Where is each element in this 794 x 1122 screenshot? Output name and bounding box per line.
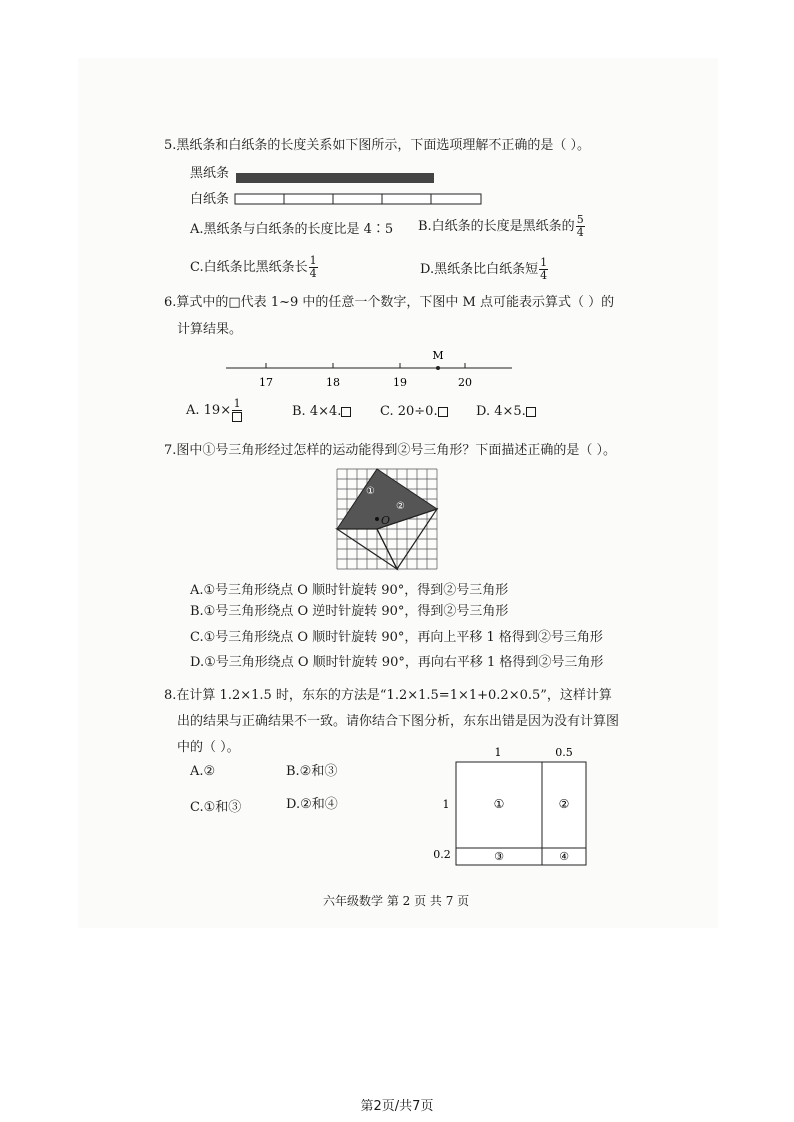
- q7-option-a: A.①号三角形绕点 O 顺时针旋转 90°，得到②号三角形: [190, 583, 509, 598]
- q5-option-a: A.黑纸条与白纸条的长度比是 4∶5: [190, 222, 394, 237]
- region-1-label: ①: [493, 797, 505, 811]
- q6-stem-line2: 计算结果。: [177, 322, 243, 337]
- tick-label: 20: [458, 376, 472, 389]
- q5-black-label: 黑纸条: [190, 166, 230, 181]
- tick-label: 19: [393, 376, 407, 389]
- q5-option-c: C.白纸条比黑纸条长 $\frac{1}{4}$: [190, 254, 317, 280]
- q5-stem: 5.黑纸条和白纸条的长度关系如下图所示，下面选项理解不正确的是（ ）。: [164, 138, 591, 153]
- q8-option-b: B.②和③: [286, 764, 338, 779]
- number-line: [220, 348, 520, 392]
- q8-line3: 中的（ ）。: [177, 740, 240, 755]
- q8-option-c: C.①和③: [190, 800, 242, 815]
- center-o-label: O: [381, 514, 391, 527]
- blank-box: [232, 412, 242, 422]
- blank-box: [341, 407, 351, 417]
- tick-label: 18: [326, 376, 340, 389]
- black-strip: [236, 173, 434, 183]
- q7-option-b: B.①号三角形绕点 O 逆时针旋转 90°，得到②号三角形: [190, 604, 509, 619]
- rotation-grid-figure: [334, 466, 450, 572]
- blank-box: [526, 407, 536, 417]
- tick-label: 17: [259, 376, 273, 389]
- q8-option-d: D.②和④: [286, 797, 338, 812]
- top-label-1: 1: [494, 746, 502, 759]
- q6-option-b: B. 4×4.: [292, 404, 351, 420]
- page-indicator: 第2页/共7页: [360, 1099, 434, 1114]
- triangle-2-label: ②: [396, 501, 405, 512]
- q6-option-c: C. 20÷0.: [380, 404, 448, 420]
- q6-stem-line1: 6.算式中的□代表 1~9 中的任意一个数字，下图中 M 点可能表示算式（ ）的: [164, 295, 615, 310]
- region-3-label: ③: [494, 850, 504, 863]
- point-m: [436, 366, 440, 370]
- center-point-o: [375, 517, 379, 521]
- white-strip: [234, 193, 484, 207]
- q6-option-d: D. 4×5.: [476, 404, 536, 420]
- point-m-label: M: [432, 349, 444, 362]
- region-4-label: ④: [559, 850, 569, 863]
- q5-option-d: D.黑纸条比白纸条短 $\frac{1}{4}$: [420, 256, 548, 282]
- region-2-label: ②: [558, 797, 570, 811]
- q7-option-d: D.①号三角形绕点 O 顺时针旋转 90°，再向右平移 1 格得到②号三角形: [190, 655, 604, 670]
- q8-option-a: A.②: [190, 764, 216, 779]
- triangle-1-label: ①: [366, 486, 375, 497]
- q5-white-label: 白纸条: [190, 192, 230, 207]
- q6-option-a: A. 19× 1: [186, 398, 243, 423]
- q8-line2: 出的结果与正确结果不一致。请你结合下图分析，东东出错是因为没有计算图: [177, 714, 620, 729]
- left-label-2: 0.2: [433, 848, 451, 861]
- q8-line1: 8.在计算 1.2×1.5 时，东东的方法是“1.2×1.5=1×1+0.2×0.5”，这样计算: [164, 688, 612, 703]
- area-model-diagram: [430, 740, 600, 870]
- q7-option-c: C.①号三角形绕点 O 顺时针旋转 90°，再向上平移 1 格得到②号三角形: [190, 630, 603, 645]
- top-label-2: 0.5: [555, 746, 573, 759]
- q7-stem: 7.图中①号三角形经过怎样的运动能得到②号三角形？下面描述正确的是（ ）。: [164, 443, 617, 458]
- exam-footer: 六年级数学 第 2 页 共 7 页: [323, 894, 470, 908]
- q5-option-b: B.白纸条的长度是黑纸条的 $\frac{5}{4}$: [418, 213, 584, 239]
- left-label-1: 1: [442, 798, 450, 811]
- blank-box: [438, 407, 448, 417]
